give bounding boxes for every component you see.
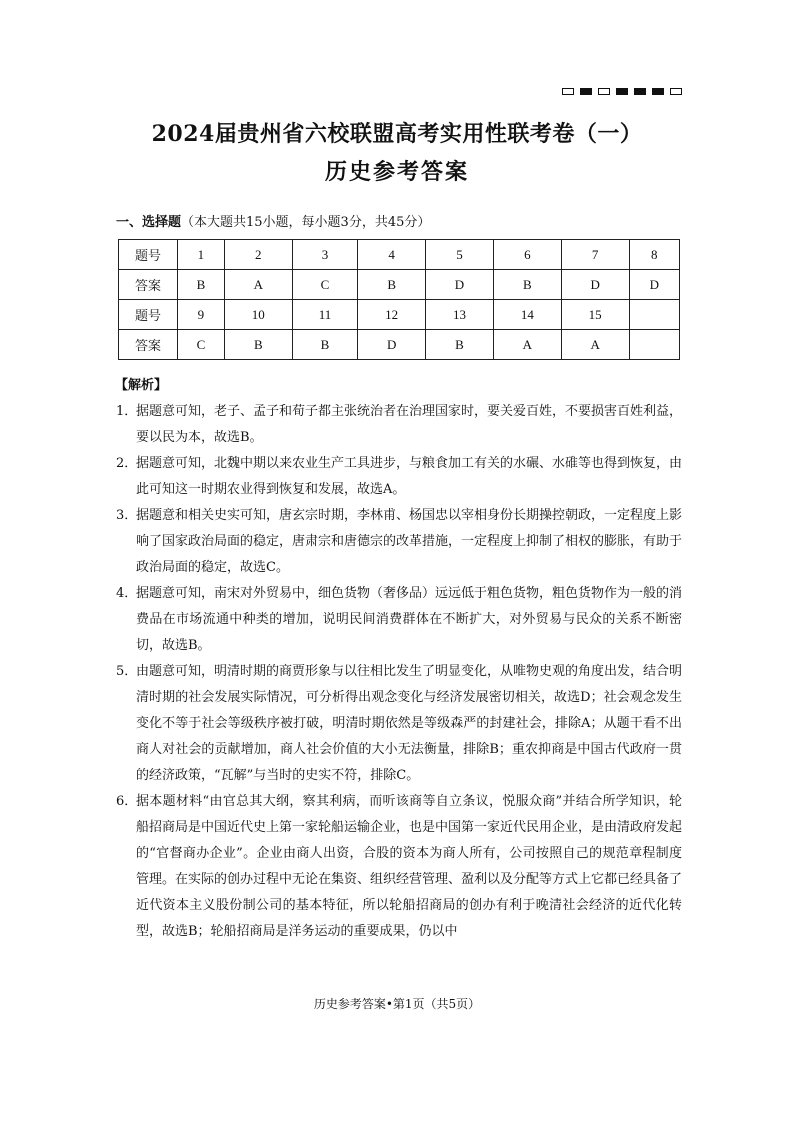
table-row <box>119 270 680 300</box>
table-cell: B <box>358 270 426 300</box>
code-mark <box>634 88 646 95</box>
code-mark <box>562 88 574 95</box>
table-cell: C <box>178 330 225 360</box>
analysis-item <box>116 503 682 581</box>
item-number: 5． <box>116 664 138 679</box>
table-cell: 13 <box>426 300 494 330</box>
item-number: 6． <box>116 794 138 809</box>
table-row <box>119 300 680 330</box>
code-mark <box>670 88 682 95</box>
row-label: 答案 <box>119 270 178 300</box>
item-text: 据题意可知，北魏中期以来农业生产工具进步，与粮食加工有关的水碾、水碓等也得到恢复，由此可知这一时期农业得到恢复和发展，故选A。 <box>136 456 683 497</box>
table-cell: 15 <box>561 300 629 330</box>
item-number: 1． <box>116 404 138 419</box>
item-number: 4． <box>116 586 138 601</box>
item-number: 2． <box>116 456 138 471</box>
page-footer: 历史参考答案•第1页（共5页） <box>313 997 481 1011</box>
table-cell: 14 <box>493 300 561 330</box>
table-cell <box>629 300 679 330</box>
table-cell: 10 <box>224 300 292 330</box>
answer-table <box>118 239 680 360</box>
table-row <box>119 240 680 270</box>
table-cell: 5 <box>426 240 494 270</box>
table-cell: D <box>358 330 426 360</box>
code-mark <box>598 88 610 95</box>
item-text: 据题意和相关史实可知，唐玄宗时期，李林甫、杨国忠以宰相身份长期操控朝政，一定程度上影响了国家政治局面的稳定，唐肃宗和唐德宗的改革措施，一定程度上抑制了相权的膨胀，有助于政治局面的稳定，故选C。 <box>136 508 683 575</box>
analysis-item <box>116 399 682 451</box>
analysis-item <box>116 659 682 789</box>
table-cell: C <box>292 270 358 300</box>
table-cell: 8 <box>629 240 679 270</box>
item-text: 据题意可知，南宋对外贸易中，细色货物（奢侈品）远远低于粗色货物，粗色货物作为一般的消费品在市场流通中种类的增加，说明民间消费群体在不断扩大，对外贸易与民众的关系不断密切，故选B。 <box>136 586 683 653</box>
item-text: 由题意可知，明清时期的商贾形象与以往相比发生了明显变化，从唯物史观的角度出发，结合明清时期的社会发展实际情况，可分析得出观念变化与经济发展密切相关，故选D；社会观念发生变化不等于社会等级秩序被打破，明清时期依然是等级森严的封建社会，排除A；从题干看不出商人对社会的贡献增加，商人社会价值的大小无法衡量，排除B；重农抑商是中国古代政府一贯的经济政策，“瓦解”与当时的史实不符，排除C。 <box>136 664 683 783</box>
item-text: 据本题材料“由官总其大纲，察其利病，而听该商等自立条议，悦服众商”并结合所学知识，轮船招商局是中国近代史上第一家轮船运输企业，也是中国第一家近代民用企业，是由清政府发起的“官督商办企业”。企业由商人出资，合股的资本为商人所有，公司按照自己的规范章程制度管理。在实际的创办过程中无论在集资、组织经营管理、盈利以及分配等方式上它都已经具备了近代资本主义股份制公司的基本特征，所以轮船招商局的创办有利于晚清社会经济的近代化转型，故选B；轮船招商局是洋务运动的重要成果，仍以中 <box>136 794 683 939</box>
item-text: 据题意可知，老子、孟子和荀子都主张统治者在治理国家时，要关爱百姓，不要损害百姓利益，要以民为本，故选B。 <box>136 404 683 445</box>
table-cell: 9 <box>178 300 225 330</box>
table-row <box>119 330 680 360</box>
table-cell: A <box>561 330 629 360</box>
header-code-marks <box>562 88 682 95</box>
table-cell: 4 <box>358 240 426 270</box>
table-cell: B <box>426 330 494 360</box>
table-cell: 11 <box>292 300 358 330</box>
table-cell: 2 <box>224 240 292 270</box>
code-mark <box>652 88 664 95</box>
document-subtitle: 历史参考答案 <box>324 159 469 185</box>
analysis-list <box>116 399 682 945</box>
table-cell: D <box>629 270 679 300</box>
table-cell <box>629 330 679 360</box>
table-cell: B <box>178 270 225 300</box>
code-mark <box>580 88 592 95</box>
analysis-item <box>116 789 682 945</box>
table-cell: B <box>224 330 292 360</box>
table-cell: 1 <box>178 240 225 270</box>
section-note: （本大题共15小题，每小题3分，共45分） <box>181 215 431 230</box>
table-cell: B <box>493 270 561 300</box>
section-heading <box>116 211 430 230</box>
row-label: 题号 <box>119 240 178 270</box>
table-cell: B <box>292 330 358 360</box>
table-cell: D <box>426 270 494 300</box>
table-cell: 7 <box>561 240 629 270</box>
table-cell: A <box>493 330 561 360</box>
table-cell: D <box>561 270 629 300</box>
analysis-item <box>116 581 682 659</box>
table-cell: 3 <box>292 240 358 270</box>
row-label: 答案 <box>119 330 178 360</box>
table-cell: 12 <box>358 300 426 330</box>
section-label: 一、选择题 <box>116 215 182 230</box>
row-label: 题号 <box>119 300 178 330</box>
analysis-heading: 【解析】 <box>115 378 168 393</box>
table-cell: A <box>224 270 292 300</box>
item-number: 3． <box>116 508 138 523</box>
exam-title: 2024届贵州省六校联盟高考实用性联考卷（一） <box>151 121 643 147</box>
table-cell: 6 <box>493 240 561 270</box>
analysis-item <box>116 451 682 503</box>
code-mark <box>616 88 628 95</box>
